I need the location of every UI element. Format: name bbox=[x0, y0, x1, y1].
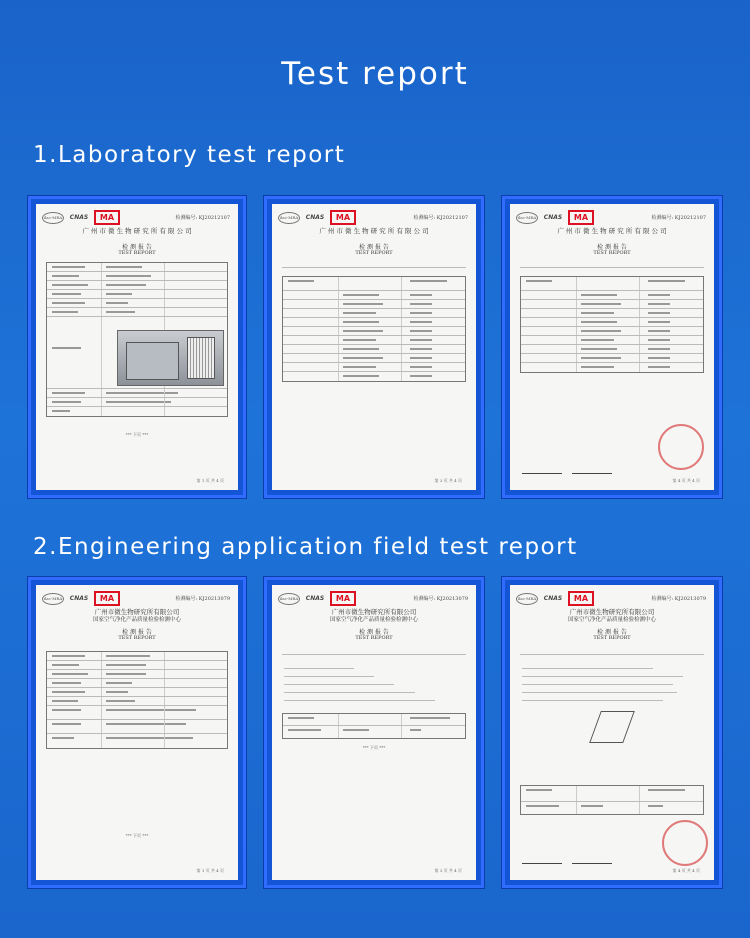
center-name: 国家空气净化产品质量检验检测中心 bbox=[567, 617, 656, 623]
text-line bbox=[284, 665, 354, 669]
logos bbox=[516, 591, 594, 606]
text-line bbox=[284, 689, 415, 693]
text-line bbox=[284, 681, 394, 685]
text-line bbox=[522, 689, 677, 693]
logos bbox=[42, 591, 120, 606]
text-line bbox=[522, 673, 683, 677]
logos bbox=[278, 591, 356, 606]
report-number: 检测编号: KJ20213079 bbox=[175, 596, 230, 602]
cma-logo-icon: MA bbox=[94, 591, 120, 606]
ilac-logo-icon: ilac-MRA bbox=[278, 212, 300, 224]
report-title-cn: 检 测 报 告 bbox=[597, 244, 627, 251]
meta-line bbox=[520, 651, 704, 655]
org-name: 广州市微生物研究所有限公司 bbox=[331, 608, 417, 616]
text-line bbox=[522, 665, 653, 669]
org-name: 广 州 市 微 生 物 研 究 所 有 限 公 司 bbox=[82, 227, 192, 235]
page-footer: 第 4 页 共 4 页 bbox=[672, 478, 700, 483]
org-name: 广 州 市 微 生 物 研 究 所 有 限 公 司 bbox=[319, 227, 429, 235]
signature-line bbox=[572, 856, 612, 864]
page-footer: 第 3 页 共 4 页 bbox=[434, 868, 462, 873]
results-table bbox=[282, 713, 466, 739]
page-footer: 第 1 页 共 4 页 bbox=[196, 868, 224, 873]
field-report-page-3[interactable] bbox=[264, 577, 484, 888]
report-title-en: TEST REPORT bbox=[118, 250, 156, 256]
meta-line bbox=[282, 264, 466, 268]
cma-logo-icon: MA bbox=[568, 210, 594, 225]
meta-line bbox=[520, 264, 704, 268]
page-footer: 第 1 页 共 4 页 bbox=[196, 478, 224, 483]
text-line bbox=[284, 697, 435, 701]
cnas-logo-icon: CNAS bbox=[69, 214, 89, 221]
ilac-logo-icon: ilac-MRA bbox=[278, 593, 300, 605]
center-name: 国家空气净化产品质量检验检测中心 bbox=[92, 617, 181, 623]
purifier-unit-image bbox=[126, 342, 179, 380]
ilac-logo-icon: ilac-MRA bbox=[516, 593, 538, 605]
cma-logo-icon: MA bbox=[568, 591, 594, 606]
ilac-logo-icon: ilac-MRA bbox=[42, 593, 64, 605]
continued-note: *** 下页 *** bbox=[125, 833, 149, 838]
report-number: 检测编号: KJ20212107 bbox=[651, 215, 706, 221]
lab-report-page-4[interactable] bbox=[502, 196, 722, 498]
cnas-logo-icon: CNAS bbox=[305, 214, 325, 221]
report-title-en: TEST REPORT bbox=[118, 635, 156, 641]
report-paper bbox=[272, 585, 476, 880]
report-paper bbox=[272, 204, 476, 490]
cnas-logo-icon: CNAS bbox=[305, 595, 325, 602]
org-name: 广 州 市 微 生 物 研 究 所 有 限 公 司 bbox=[557, 227, 667, 235]
meta-line bbox=[282, 651, 466, 655]
signature-line bbox=[572, 466, 612, 474]
signature-line bbox=[522, 856, 562, 864]
report-paper bbox=[510, 585, 714, 880]
lab-report-row bbox=[28, 196, 722, 498]
results-table bbox=[520, 785, 704, 815]
page-title: Test report bbox=[281, 56, 469, 92]
report-paper bbox=[36, 585, 238, 880]
cnas-logo-icon: CNAS bbox=[543, 214, 563, 221]
red-stamp-icon bbox=[662, 820, 708, 866]
report-paper bbox=[36, 204, 238, 490]
cnas-logo-icon: CNAS bbox=[69, 595, 89, 602]
section-heading-field: 2.Engineering application field test report bbox=[33, 534, 578, 560]
page-footer: 第 3 页 共 4 页 bbox=[434, 478, 462, 483]
org-name: 广州市微生物研究所有限公司 bbox=[569, 608, 655, 616]
logos bbox=[278, 210, 356, 225]
text-line bbox=[522, 697, 663, 701]
report-title-en: TEST REPORT bbox=[355, 635, 393, 641]
report-title-cn: 检 测 报 告 bbox=[359, 244, 389, 251]
field-report-page-4[interactable] bbox=[502, 577, 722, 888]
lab-report-page-3[interactable] bbox=[264, 196, 484, 498]
center-name: 国家空气净化产品质量检验检测中心 bbox=[329, 617, 418, 623]
report-title-cn: 检 测 报 告 bbox=[122, 244, 152, 251]
continued-note: *** 下页 *** bbox=[125, 432, 149, 437]
org-name: 广州市微生物研究所有限公司 bbox=[94, 608, 180, 616]
report-title-en: TEST REPORT bbox=[593, 250, 631, 256]
continued-note: *** 下页 *** bbox=[362, 745, 386, 750]
text-line bbox=[522, 681, 673, 685]
cma-logo-icon: MA bbox=[330, 591, 356, 606]
report-title-cn: 检 测 报 告 bbox=[597, 629, 627, 636]
cma-logo-icon: MA bbox=[94, 210, 120, 225]
report-number: 检测编号: KJ20213079 bbox=[651, 596, 706, 602]
report-title-en: TEST REPORT bbox=[593, 635, 631, 641]
ilac-logo-icon: ilac-MRA bbox=[42, 212, 64, 224]
sample-photo bbox=[117, 330, 224, 386]
signature-line bbox=[522, 466, 562, 474]
room-sketch-icon bbox=[589, 711, 635, 743]
report-number: 检测编号: KJ20212107 bbox=[413, 215, 468, 221]
results-table bbox=[282, 276, 466, 382]
report-paper bbox=[510, 204, 714, 490]
section-heading-lab: 1.Laboratory test report bbox=[33, 142, 346, 168]
report-number: 检测编号: KJ20213079 bbox=[413, 596, 468, 602]
results-table bbox=[520, 276, 704, 373]
field-report-row bbox=[28, 577, 722, 888]
text-line bbox=[284, 673, 374, 677]
page-footer: 第 4 页 共 4 页 bbox=[672, 868, 700, 873]
sample-info-table bbox=[46, 651, 228, 749]
cma-logo-icon: MA bbox=[330, 210, 356, 225]
logos bbox=[42, 210, 120, 225]
red-stamp-icon bbox=[658, 424, 704, 470]
report-number: 检测编号: KJ20212107 bbox=[175, 215, 230, 221]
ilac-logo-icon: ilac-MRA bbox=[516, 212, 538, 224]
report-title-en: TEST REPORT bbox=[355, 250, 393, 256]
cnas-logo-icon: CNAS bbox=[543, 595, 563, 602]
report-title-cn: 检 测 报 告 bbox=[359, 629, 389, 636]
field-report-page-1[interactable] bbox=[28, 577, 246, 888]
purifier-grill-image bbox=[187, 337, 214, 378]
logos bbox=[516, 210, 594, 225]
report-title-cn: 检 测 报 告 bbox=[122, 629, 152, 636]
lab-report-page-1[interactable] bbox=[28, 196, 246, 498]
